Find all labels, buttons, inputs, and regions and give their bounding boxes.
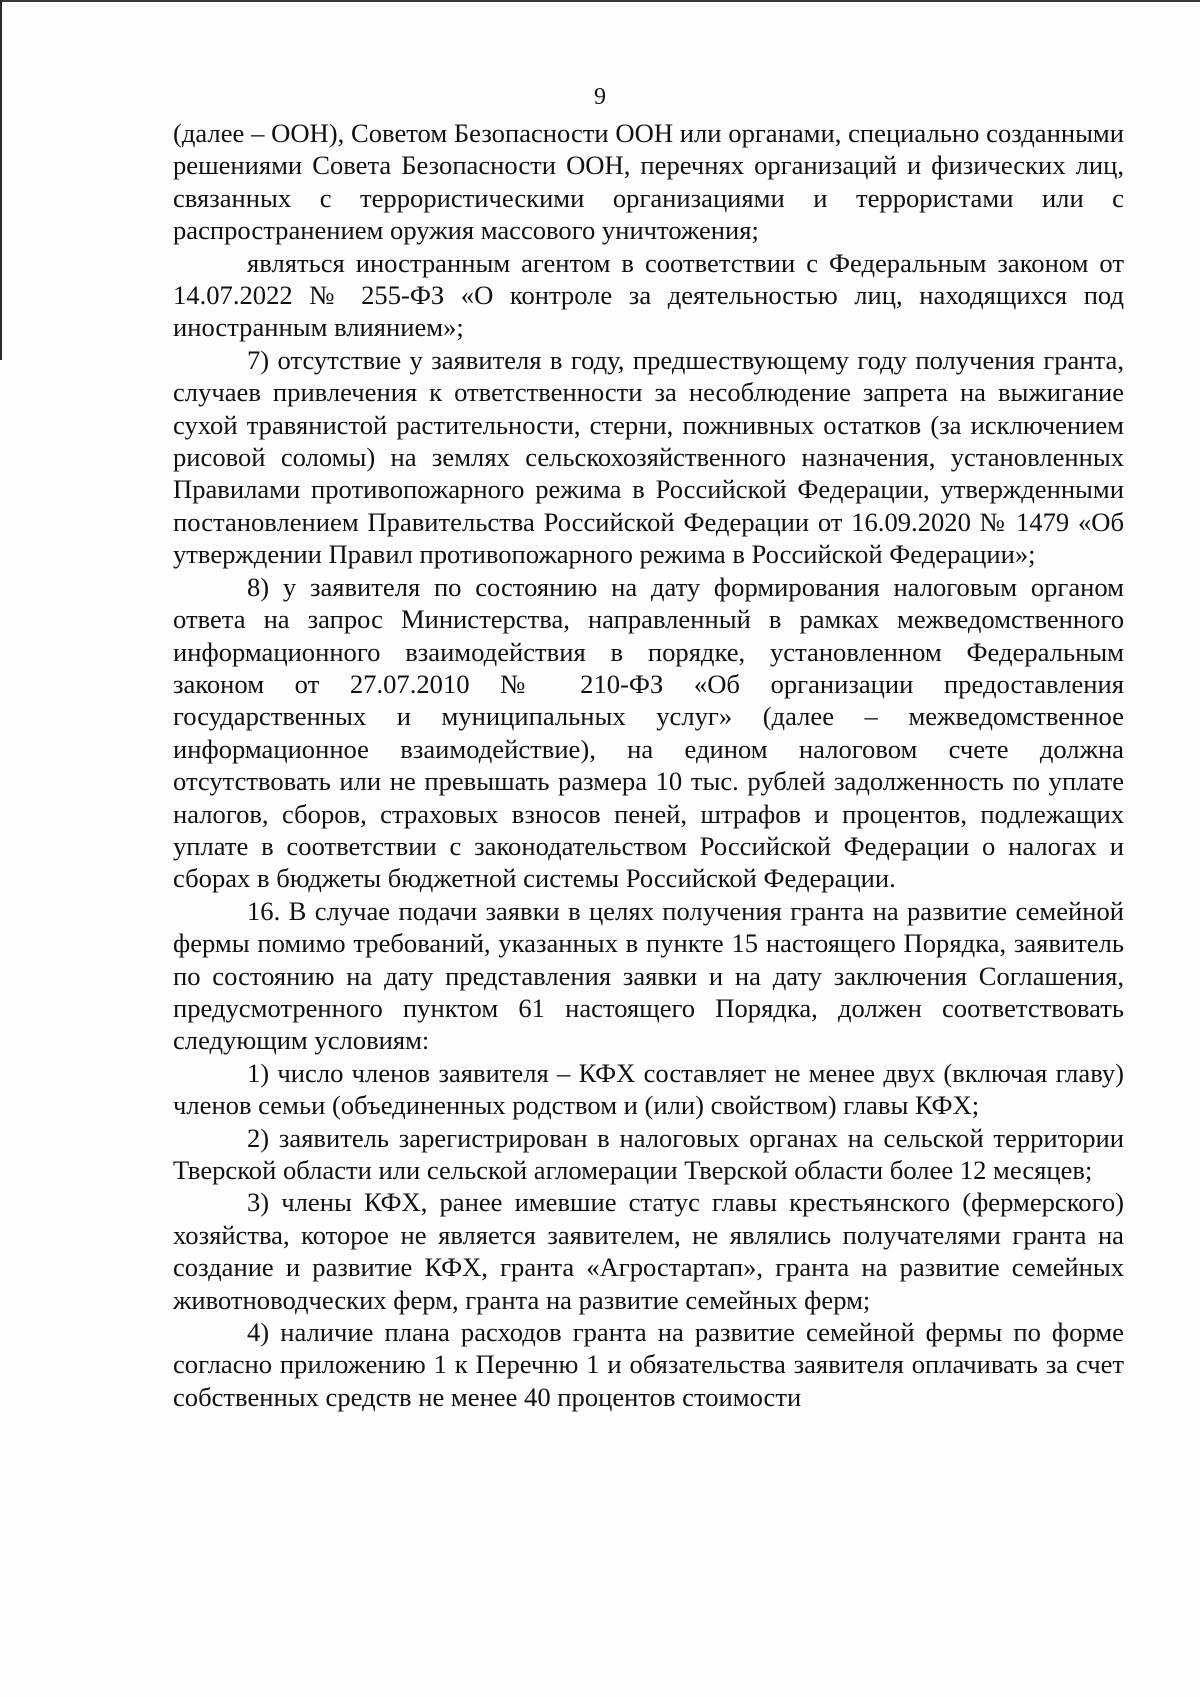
page-number: 9 <box>594 84 606 110</box>
scan-left-edge <box>0 0 2 360</box>
paragraph-condition-4: 4) наличие плана расходов гранта на развитие семейной фермы по форме согласно приложению 1 к Перечню 1 и обязательства заявителя оплачивать за счет собственных средств не менее 40 процентов стоимости <box>173 1317 1124 1412</box>
paragraph-foreign-agent: являться иностранным агентом в соответствии с Федеральным законом от 14.07.2022 № 255-ФЗ «О контроле за деятельностью лиц, находящихся под иностранным влиянием»; <box>173 247 1124 343</box>
paragraph-item-7: 7) отсутствие у заявителя в году, предшествующему году получения гранта, случаев привлечения к ответственности за несоблюдение запрета на выжигание сухой травянистой растительности, стерни, пожнивных остатков (за исключением рисовой соломы) на землях сельскохозяйственного назначения, установленных Правилами противопожарного режима в Российской Федерации, утвержденными постановлением Правительства Российской Федерации от 16.09.2020 № 1479 «Об утверждении Правил противопожарного режима в Российской Федерации»; <box>173 344 1124 570</box>
paragraph-condition-1: 1) число членов заявителя – КФХ составляет не менее двух (включая главу) членов семьи (объединенных родством и (или) свойством) главы КФХ; <box>173 1057 1124 1121</box>
paragraph-clause-16: 16. В случае подачи заявки в целях получения гранта на развитие семейной фермы помимо требований, указанных в пункте 15 настоящего Порядка, заявитель по состоянию на дату представления заявки и на дату заключения Соглашения, предусмотренного пунктом 61 настоящего Порядка, должен соответствовать следующим условиям: <box>173 895 1124 1056</box>
paragraph-condition-2: 2) заявитель зарегистрирован в налоговых органах на сельской территории Тверской области или сельской агломерации Тверской области более 12 месяцев; <box>173 1122 1124 1185</box>
paragraph-un-lists: (далее – ООН), Советом Безопасности ООН или органами, специально созданными решениями Совета Безопасности ООН, перечнях организаций и физических лиц, связанных с террористическими организациями и террористами или с распространением оружия массового уничтожения; <box>173 118 1124 246</box>
paragraph-condition-3: 3) члены КФХ, ранее имевшие статус главы крестьянского (фермерского) хозяйства, которое не является заявителем, не являлись получателями гранта на создание и развитие КФХ, гранта «Агростартап», гранта на развитие семейных животноводческих ферм, гранта на развитие семейных ферм; <box>173 1187 1124 1315</box>
document-body <box>173 117 1124 1413</box>
scan-top-edge <box>0 0 1200 2</box>
paragraph-item-8: 8) у заявителя по состоянию на дату формирования налоговым органом ответа на запрос Министерства, направленный в рамках межведомственного информационного взаимодействия в порядке, установленном Федеральным законом от 27.07.2010 № 210-ФЗ «Об организации предоставления государственных и муниципальных услуг» (далее – межведомственное информационное взаимодействие), на едином налоговом счете должна отсутствовать или не превышать размера 10 тыс. рублей задолженность по уплате налогов, сборов, страховых взносов пеней, штрафов и процентов, подлежащих уплате в соответствии с законодательством Российской Федерации о налогах и сборах в бюджеты бюджетной системы Российской Федерации. <box>173 571 1124 894</box>
